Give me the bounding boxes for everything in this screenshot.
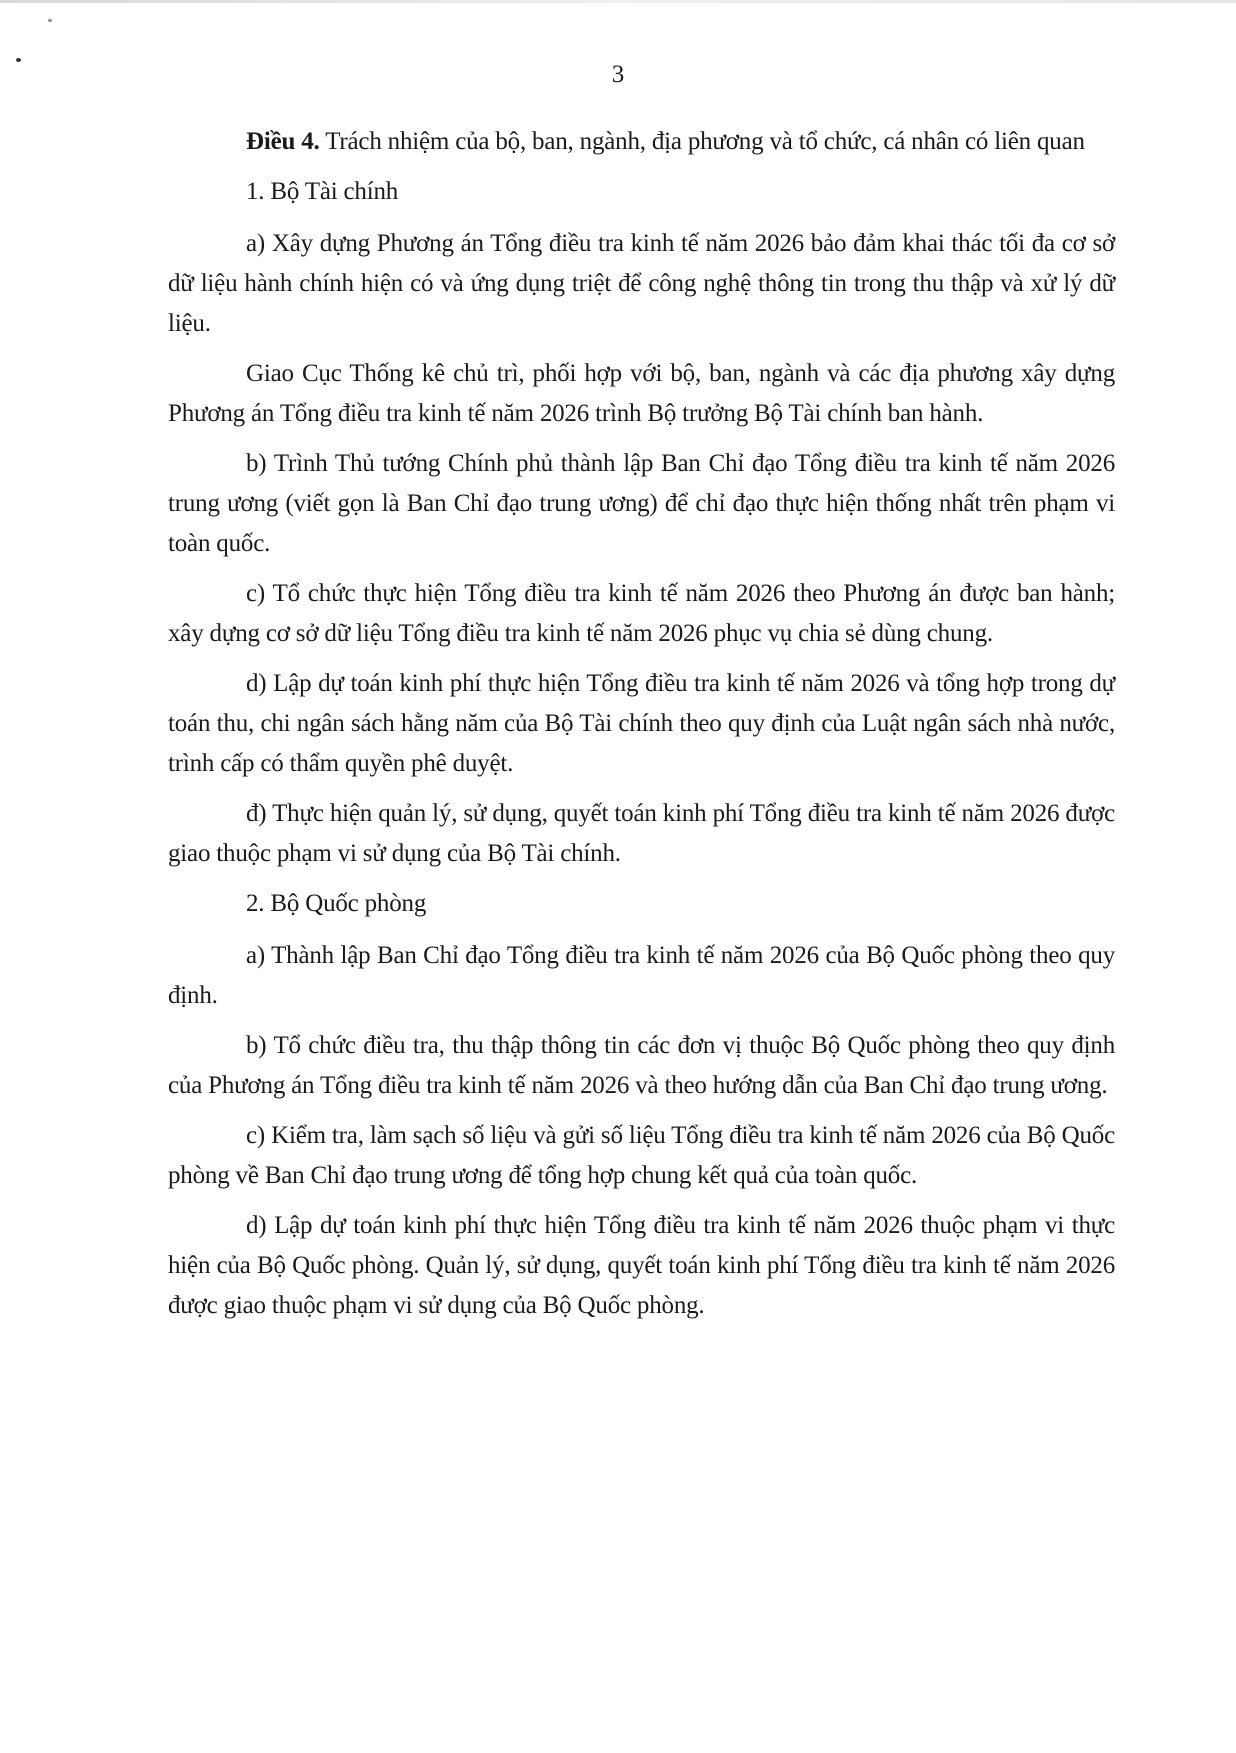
paragraph: Giao Cục Thống kê chủ trì, phối hợp với bộ, ban, ngành và các địa phương xây dựng Phương án Tổng điều tra kinh tế năm 2026 trình Bộ trưởng Bộ Tài chính ban hành. <box>168 360 1115 427</box>
paragraph: b) Trình Thủ tướng Chính phủ thành lập Ban Chỉ đạo Tổng điều tra kinh tế năm 2026 trung ương (viết gọn là Ban Chỉ đạo trung ương) để chỉ đạo thực hiện thống nhất trên phạm vi toàn quốc. <box>168 450 1115 557</box>
scan-speck <box>48 19 52 22</box>
paragraph: b) Tổ chức điều tra, thu thập thông tin các đơn vị thuộc Bộ Quốc phòng theo quy định của Phương án Tổng điều tra kinh tế năm 2026 và theo hướng dẫn của Ban Chỉ đạo trung ương. <box>168 1032 1115 1099</box>
paragraph: c) Tổ chức thực hiện Tổng điều tra kinh tế năm 2026 theo Phương án được ban hành; xây dựng cơ sở dữ liệu Tổng điều tra kinh tế năm 2026 phục vụ chia sẻ dùng chung. <box>168 580 1115 647</box>
article-label: Điều 4. <box>246 128 320 155</box>
article-title: Trách nhiệm của bộ, ban, ngành, địa phương và tổ chức, cá nhân có liên quan <box>319 128 1085 155</box>
paragraph: c) Kiểm tra, làm sạch số liệu và gửi số liệu Tổng điều tra kinh tế năm 2026 của Bộ Quốc phòng về Ban Chỉ đạo trung ương để tổng hợp chung kết quả của toàn quốc. <box>168 1122 1115 1189</box>
page-number: 3 <box>611 61 625 88</box>
paragraph: đ) Thực hiện quản lý, sử dụng, quyết toán kinh phí Tổng điều tra kinh tế năm 2026 được giao thuộc phạm vi sử dụng của Bộ Tài chính. <box>168 800 1115 867</box>
paragraph: d) Lập dự toán kinh phí thực hiện Tổng điều tra kinh tế năm 2026 thuộc phạm vi thực hiện của Bộ Quốc phòng. Quản lý, sử dụng, quyết toán kinh phí Tổng điều tra kinh tế năm 2026 được giao thuộc phạm vi sử dụng của Bộ Quốc phòng. <box>168 1212 1115 1319</box>
paragraph: a) Thành lập Ban Chỉ đạo Tổng điều tra kinh tế năm 2026 của Bộ Quốc phòng theo quy định. <box>168 942 1115 1009</box>
paragraph: a) Xây dựng Phương án Tổng điều tra kinh tế năm 2026 bảo đảm khai thác tối đa cơ sở dữ liệu hành chính hiện có và ứng dụng triệt để công nghệ thông tin trong thu thập và xử lý dữ liệu. <box>168 230 1115 337</box>
paragraph: d) Lập dự toán kinh phí thực hiện Tổng điều tra kinh tế năm 2026 và tổng hợp trong dự toán thu, chi ngân sách hằng năm của Bộ Tài chính theo quy định của Luật ngân sách nhà nước, trình cấp có thẩm quyền phê duyệt. <box>168 670 1115 777</box>
section-heading-ministry-of-finance: 1. Bộ Tài chính <box>246 178 399 205</box>
section-heading-ministry-of-defense: 2. Bộ Quốc phòng <box>246 890 427 917</box>
article-heading <box>168 122 1115 162</box>
document-body <box>168 122 1115 1336</box>
scan-top-edge <box>0 0 1236 3</box>
